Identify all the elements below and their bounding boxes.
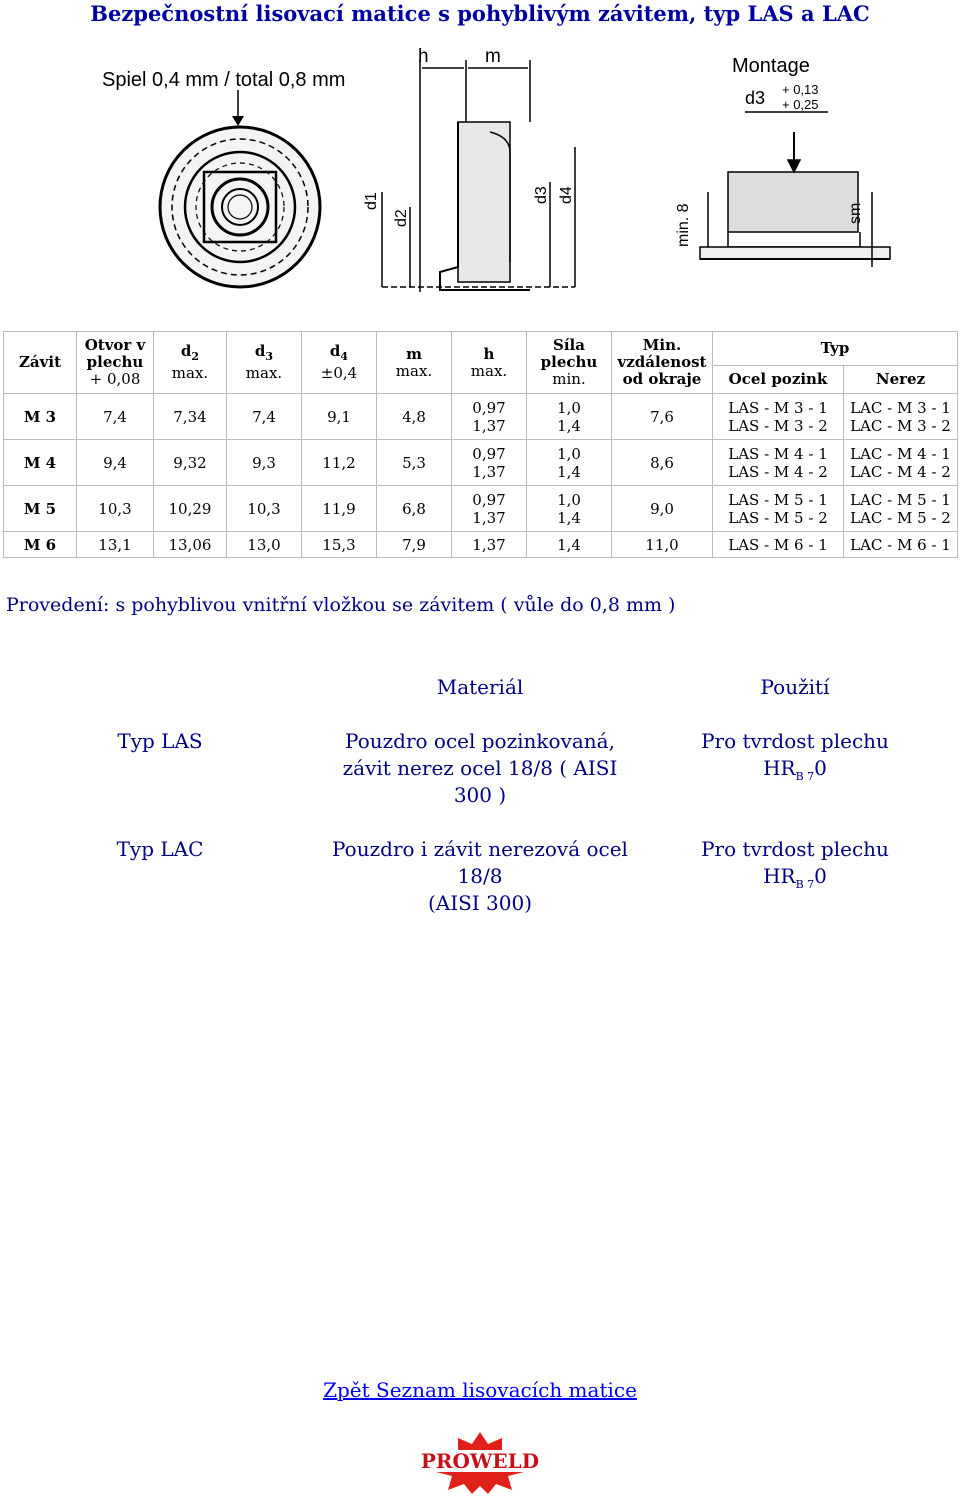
cell-d2: 7,34 — [154, 394, 227, 440]
col-h: h max. — [452, 332, 527, 394]
cell-d4: 9,1 — [302, 394, 377, 440]
montage-view — [700, 112, 890, 267]
cell-d4: 11,9 — [302, 486, 377, 532]
section-view — [382, 60, 575, 292]
dim-d1-label: d1 — [363, 192, 380, 210]
play-label: Spiel 0,4 mm / total 0,8 mm — [102, 69, 346, 91]
materials-header: Materiál — [436, 675, 524, 699]
cell-otvor: 13,1 — [77, 532, 154, 558]
col-vzdalenost: Min. vzdálenost od okraje — [612, 332, 713, 394]
lac-material: Pouzdro i závit nerezová ocel 18/8 (AISI 300) — [332, 837, 628, 915]
top-view — [160, 127, 320, 287]
cell-vzdalenost: 7,6 — [612, 394, 713, 440]
cell-m: 6,8 — [377, 486, 452, 532]
cell-h: 1,37 — [452, 532, 527, 558]
montage-min8-label: min. 8 — [675, 203, 692, 247]
cell-vzdalenost: 9,0 — [612, 486, 713, 532]
cell-h: 0,97 1,37 — [452, 394, 527, 440]
cell-m: 7,9 — [377, 532, 452, 558]
cell-sila: 1,0 1,4 — [527, 486, 612, 532]
table-row — [4, 394, 958, 440]
col-zavit: Závit — [4, 332, 77, 394]
cell-las: LAS - M 6 - 1 — [713, 532, 844, 558]
spec-table — [3, 331, 958, 558]
cell-d4: 15,3 — [302, 532, 377, 558]
cell-m: 5,3 — [377, 440, 452, 486]
technical-drawing — [60, 42, 940, 342]
col-otvor: Otvor v plechu + 0,08 — [77, 332, 154, 394]
cell-otvor: 9,4 — [77, 440, 154, 486]
cell-sila: 1,4 — [527, 532, 612, 558]
las-use: Pro tvrdost plechu $HR_{B 7}0$ — [701, 729, 889, 783]
las-material: Pouzdro ocel pozinkovaná, závit nerez ocel 18/8 ( AISI 300 ) — [342, 729, 618, 807]
dim-d3-label: d3 — [533, 186, 550, 204]
use-header: Použití — [760, 675, 830, 699]
cell-d2: 9,32 — [154, 440, 227, 486]
col-d4: $d_4$ ±0,4 — [302, 332, 377, 394]
cell-d4: 11,2 — [302, 440, 377, 486]
col-d2: $d_2$ max. — [154, 332, 227, 394]
montage-tol-1: + 0,13 — [782, 82, 819, 97]
cell-zavit: M 5 — [4, 486, 77, 532]
cell-zavit: M 4 — [4, 440, 77, 486]
lac-label: Typ LAC — [116, 837, 204, 861]
col-ocel: Ocel pozink — [713, 366, 844, 394]
col-nerez: Nerez — [844, 366, 958, 394]
cell-d3: 10,3 — [227, 486, 302, 532]
cell-lac: LAC - M 5 - 1 LAC - M 5 - 2 — [844, 486, 958, 532]
nut-drawing-svg — [60, 42, 940, 342]
cell-vzdalenost: 11,0 — [612, 532, 713, 558]
cell-lac: LAC - M 4 - 1 LAC - M 4 - 2 — [844, 440, 958, 486]
montage-title: Montage — [732, 55, 810, 77]
cell-h: 0,97 1,37 — [452, 440, 527, 486]
back-to-list-link[interactable]: Zpět Seznam lisovacích matice — [323, 1378, 637, 1402]
lac-use: Pro tvrdost plechu $HR_{B 7}0$ — [701, 837, 889, 891]
col-typ: Typ — [713, 332, 958, 366]
cell-d3: 9,3 — [227, 440, 302, 486]
montage-sm-label: sm — [847, 202, 864, 224]
dim-m-label: m — [485, 46, 501, 67]
cell-sila: 1,0 1,4 — [527, 440, 612, 486]
cell-d2: 10,29 — [154, 486, 227, 532]
cell-las: LAS - M 3 - 1 LAS - M 3 - 2 — [713, 394, 844, 440]
cell-lac: LAC - M 3 - 1 LAC - M 3 - 2 — [844, 394, 958, 440]
logo-text: PROWELD — [420, 1449, 540, 1473]
table-header-row — [4, 332, 958, 366]
page-title: Bezpečnostní lisovací matice s pohyblivým závitem, typ LAS a LAC — [90, 1, 870, 26]
cell-zavit: M 3 — [4, 394, 77, 440]
col-m: m max. — [377, 332, 452, 394]
cell-sila: 1,0 1,4 — [527, 394, 612, 440]
cell-las: LAS - M 4 - 1 LAS - M 4 - 2 — [713, 440, 844, 486]
back-link-row — [0, 1378, 960, 1402]
cell-vzdalenost: 8,6 — [612, 440, 713, 486]
montage-d3-label: d3 — [745, 88, 766, 108]
montage-tol-2: + 0,25 — [782, 97, 819, 112]
dim-h-label: h — [418, 46, 429, 67]
table-row — [4, 440, 958, 486]
col-sila: Síla plechu min. — [527, 332, 612, 394]
cell-zavit: M 6 — [4, 532, 77, 558]
col-d3: $d_3$ max. — [227, 332, 302, 394]
dim-d4-label: d4 — [558, 186, 575, 204]
table-row — [4, 532, 958, 558]
cell-otvor: 7,4 — [77, 394, 154, 440]
cell-las: LAS - M 5 - 1 LAS - M 5 - 2 — [713, 486, 844, 532]
cell-d3: 7,4 — [227, 394, 302, 440]
provedeni-text: Provedení: s pohyblivou vnitřní vložkou se závitem ( vůle do 0,8 mm ) — [6, 594, 676, 616]
las-label: Typ LAS — [117, 729, 203, 753]
cell-lac: LAC - M 6 - 1 — [844, 532, 958, 558]
proweld-logo[interactable] — [400, 1430, 560, 1496]
cell-m: 4,8 — [377, 394, 452, 440]
cell-d2: 13,06 — [154, 532, 227, 558]
cell-otvor: 10,3 — [77, 486, 154, 532]
cell-h: 0,97 1,37 — [452, 486, 527, 532]
dim-d2-label: d2 — [393, 209, 410, 227]
cell-d3: 13,0 — [227, 532, 302, 558]
table-row — [4, 486, 958, 532]
